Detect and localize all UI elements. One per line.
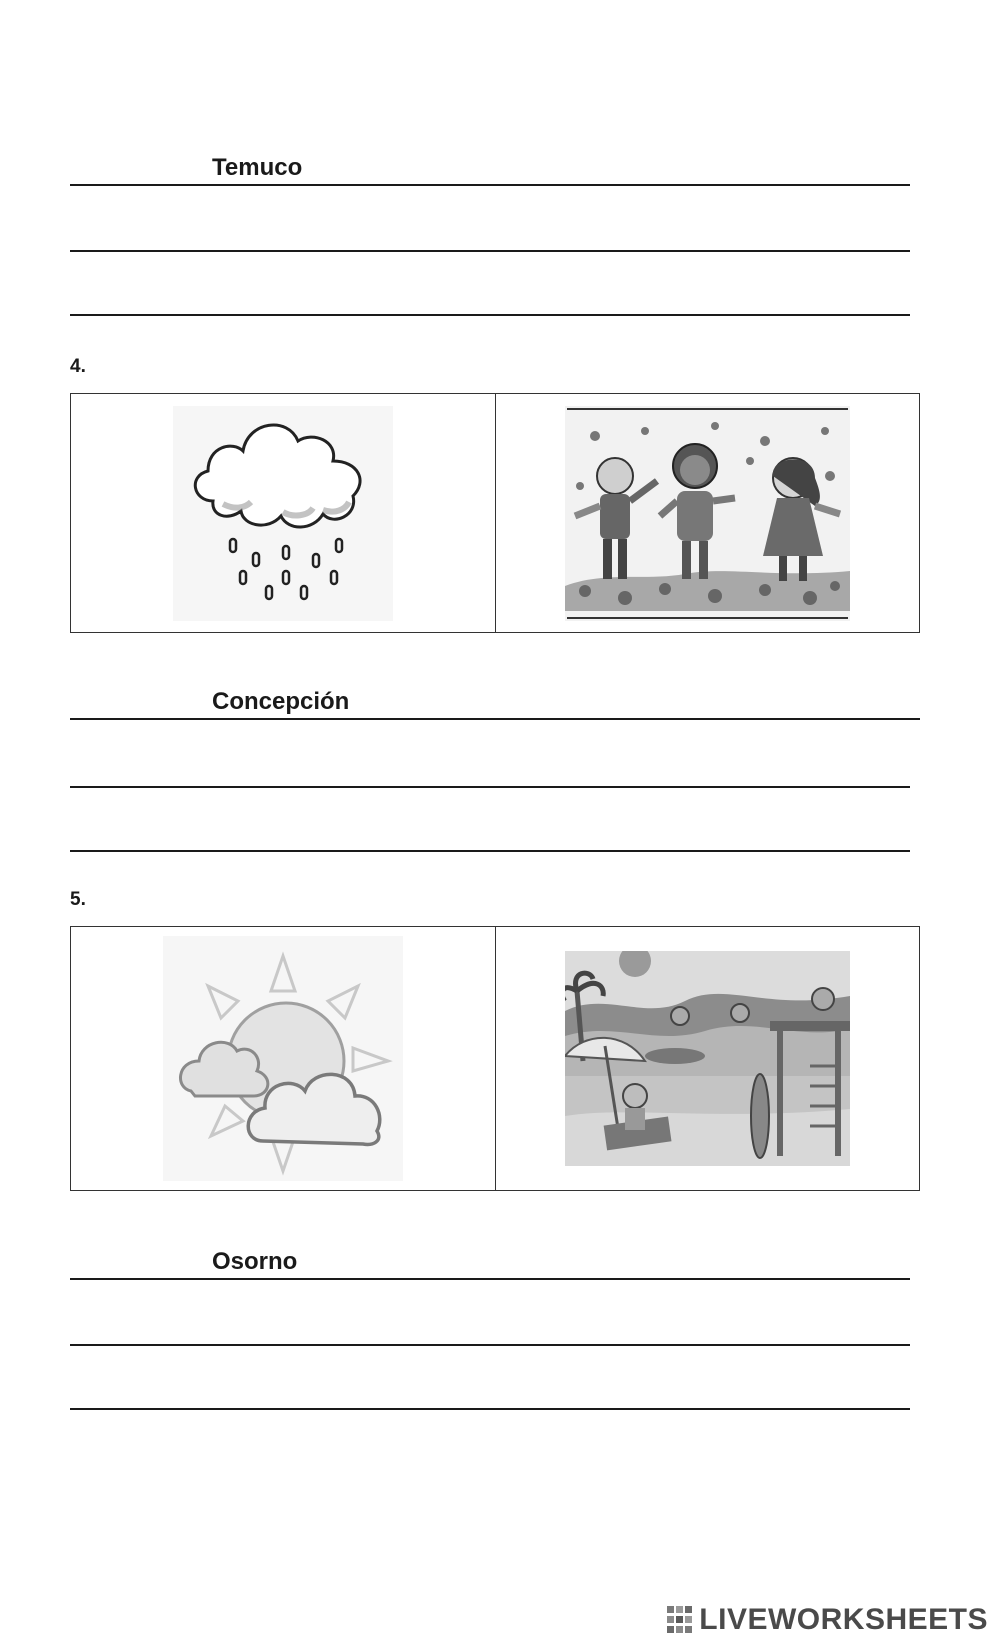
kids-beach-summer-illustration: [565, 951, 850, 1166]
liveworksheets-logo: [667, 1603, 988, 1637]
question-number: 4.: [70, 356, 86, 377]
logo-text: LIVEWORKSHEETS: [699, 1603, 988, 1636]
blank-line[interactable]: [70, 752, 910, 788]
rain-cloud-icon: [173, 406, 393, 621]
kids-autumn-leaves-illustration: [565, 406, 850, 621]
answer-text: Temuco: [212, 154, 303, 181]
partly-cloudy-icon: [163, 936, 403, 1181]
table-cell: [495, 927, 920, 1190]
blank-line[interactable]: [70, 280, 910, 316]
answer-line[interactable]: [70, 684, 920, 720]
blank-line[interactable]: [70, 216, 910, 252]
table-cell: [71, 394, 495, 632]
question-number: 5.: [70, 889, 86, 910]
image-table: [70, 926, 920, 1191]
answer-line[interactable]: [70, 150, 910, 186]
table-cell: [71, 927, 495, 1190]
answer-line[interactable]: [70, 1244, 910, 1280]
blank-line[interactable]: [70, 1374, 910, 1410]
blank-line[interactable]: [70, 816, 910, 852]
blank-line[interactable]: [70, 1310, 910, 1346]
answer-text: Osorno: [212, 1248, 298, 1275]
logo-icon: [667, 1606, 693, 1634]
image-table: [70, 393, 920, 633]
answer-text: Concepción: [212, 688, 350, 715]
table-cell: [495, 394, 920, 632]
